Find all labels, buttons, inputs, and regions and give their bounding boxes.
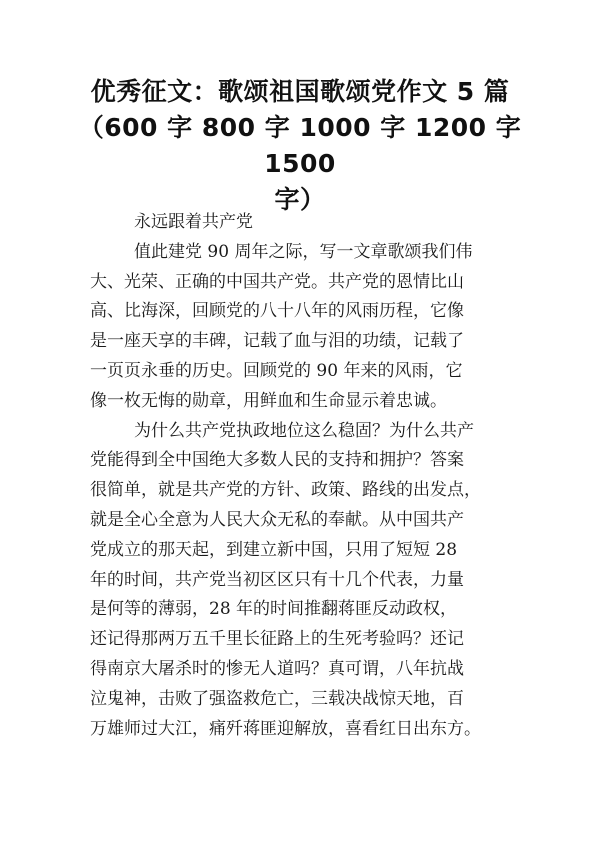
title-line-3: 字） [274, 185, 326, 214]
document-title [40, 74, 560, 218]
title-line-1: 优秀征文：歌颂祖国歌颂党作文 5 篇 [90, 77, 510, 106]
paragraph-line: 党能得到全中国绝大多数人民的支持和拥护？答案 [90, 450, 464, 471]
paragraph-line: 就是全心全意为人民大众无私的奉献。从中国共产 [90, 509, 464, 530]
document-body [90, 208, 520, 744]
paragraph-line: 党成立的那天起，到建立新中国，只用了短短 28 [90, 539, 458, 560]
paragraph-line: 像一枚无悔的勋章，用鲜血和生命显示着忠诚。 [90, 390, 447, 411]
paragraph-line: 是何等的薄弱，28 年的时间推翻蒋匪反动政权， [90, 599, 458, 620]
section-subheading: 永远跟着共产党 [134, 212, 253, 232]
paragraph-1 [90, 238, 520, 417]
paragraph-line: 万雄师过大江，痛歼蒋匪迎解放，喜看红日出东方。 [90, 718, 481, 739]
paragraph-line: 泣鬼神，击败了强盗救危亡，三载决战惊天地，百 [90, 688, 464, 709]
paragraph-line: 得南京大屠杀时的惨无人道吗？真可谓，八年抗战 [90, 658, 464, 679]
paragraph-line: 还记得那两万五千里长征路上的生死考验吗？还记 [90, 629, 464, 650]
paragraph-line: 高、比海深，回顾党的八十八年的风雨历程，它像 [90, 301, 464, 322]
paragraph-line: 值此建党 90 周年之际，写一文章歌颂我们伟 [134, 241, 473, 262]
paragraph-line: 很简单，就是共产党的方针、政策、路线的出发点， [90, 480, 481, 501]
paragraph-2 [90, 417, 520, 745]
title-line-2: （600 字 800 字 1000 字 1200 字 1500 [78, 113, 522, 178]
paragraph-line: 为什么共产党执政地位这么稳固？为什么共产 [134, 420, 474, 441]
paragraph-line: 是一座天享的丰碑，记载了血与泪的功绩，记载了 [90, 331, 464, 352]
paragraph-line: 大、光荣、正确的中国共产党。共产党的恩情比山 [90, 271, 464, 292]
paragraph-line: 一页页永垂的历史。回顾党的 90 年来的风雨，它 [90, 360, 463, 381]
paragraph-line: 年的时间，共产党当初区区只有十几个代表，力量 [90, 569, 464, 590]
